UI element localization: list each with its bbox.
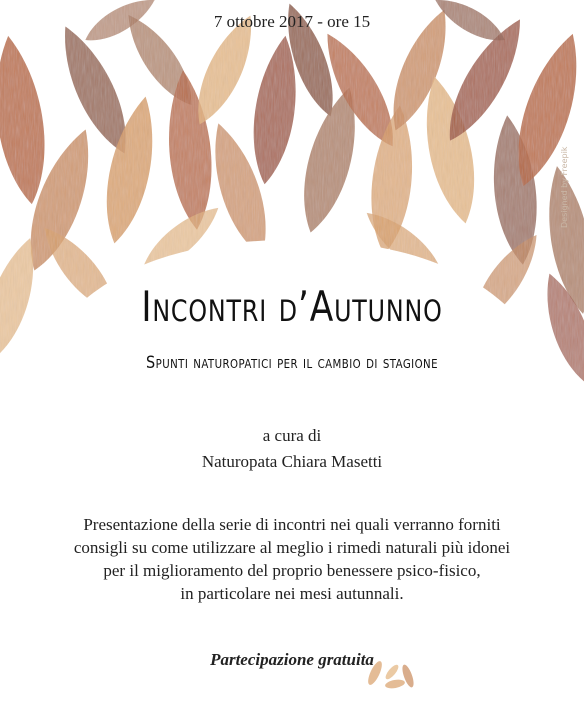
free-admission-note: Partecipazione gratuita [210, 650, 374, 669]
description-line: consigli su come utilizzare al meglio i rimedi naturali più idonei [73, 538, 511, 557]
page-subtitle: Spunti naturopatici per il cambio di stagione [146, 353, 438, 373]
curator-intro: a cura di [262, 426, 322, 445]
curator-block [0, 423, 584, 475]
event-date-time: 7 ottobre 2017 - ore 15 [213, 12, 371, 31]
description-line: per il miglioramento del proprio benessere psico-fisico, [103, 561, 481, 580]
event-description [0, 513, 584, 605]
description-line: in particolare nei mesi autunnali. [180, 584, 404, 603]
page-title: Incontri d’Autunno [141, 282, 443, 331]
image-credit: Designed by Freepik [560, 146, 569, 228]
curator-name: Naturopata Chiara Masetti [201, 452, 383, 471]
description-line: Presentazione della serie di incontri nei quali verranno forniti [83, 515, 501, 534]
